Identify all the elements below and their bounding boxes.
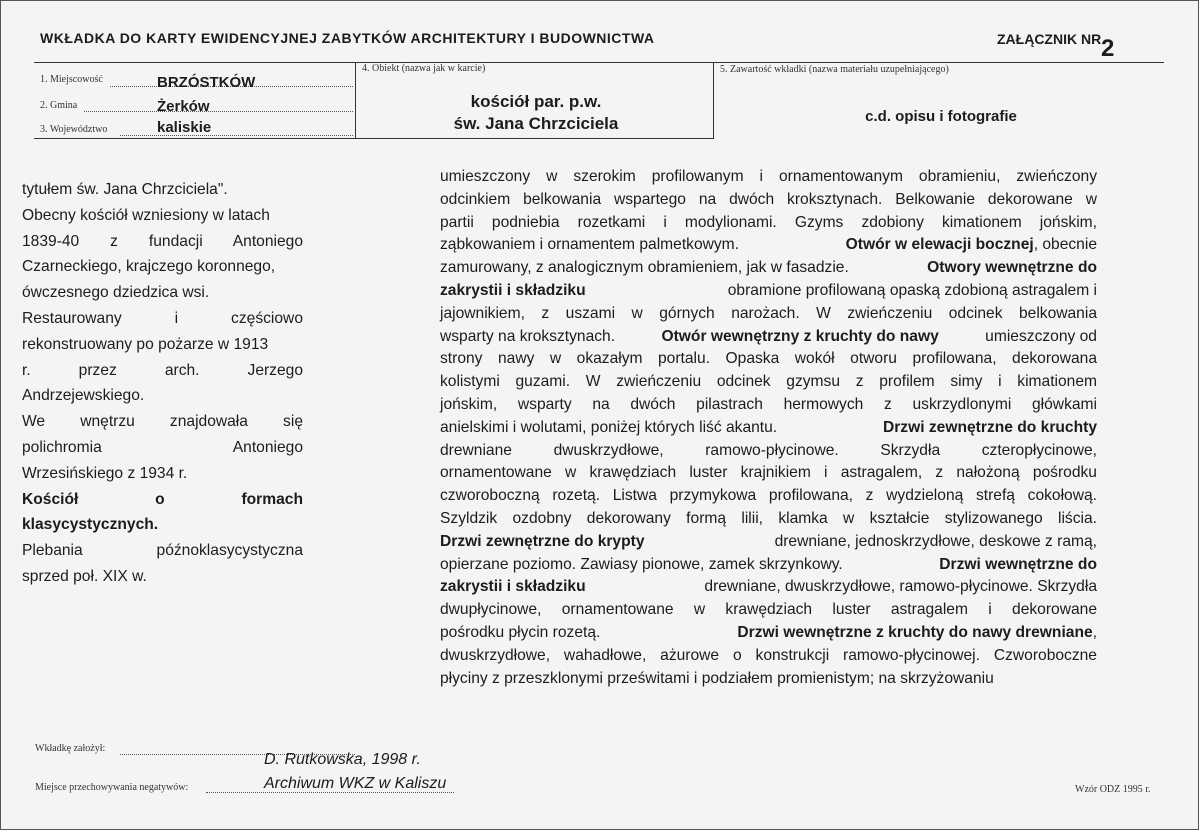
heading-run: Otwór w elewacji bocznej (845, 236, 1034, 254)
left-line: ówczesnego dziedzica wsi. (22, 284, 210, 302)
commune-label: 2. Gmina (40, 100, 78, 111)
header-divider-2 (713, 62, 714, 139)
right-line: kolistymi guzami. W zwieńczeniu odcinek gzymsu z profilem simy i kimationem (440, 373, 1097, 391)
left-line: tytułem św. Jana Chrzciciela". (22, 181, 228, 198)
inserted-by-label: Wkładkę założył: (35, 743, 106, 754)
right-line: ornamentowane w krawędziach luster krajnikiem i astragalem, z nałożoną pośrodku (440, 464, 1097, 482)
right-line: czworoboczną rozetą. Listwa przymykowa profilowana, z wydzieloną strefą cokołową. (440, 487, 1097, 505)
left-line: Plebania późnoklasycystyczna (22, 542, 303, 560)
heading-run: Otwory wewnętrzne do (927, 259, 1097, 277)
inserted-by-signature: D. Rutkowska, 1998 r. (264, 751, 421, 768)
right-line: jajownikiem, z uszami w górnych narożach. W zwieńczeniu odcinek belkowania (440, 304, 1097, 322)
text-run: drewniane, dwuskrzydłowe, ramowo-płycinowe. Skrzydła (704, 578, 1097, 596)
right-line: strony nawy w okazałym portalu. Opaska wokół otworu profilowana, dekorowana (440, 350, 1097, 368)
object-name-line-2: św. Jana Chrzciciela (453, 114, 619, 133)
right-line: Szyldzik ozdobny dekorowany formą lilii, klamka w kształcie stylizowanego liścia. (440, 509, 1097, 527)
text-run: , obecnie (1033, 236, 1097, 254)
text-run (846, 234, 1097, 257)
heading-run: zakrystii i składziku (440, 578, 586, 596)
locality-label: 1. Miejscowość (40, 74, 103, 85)
voivodeship-dots (120, 135, 353, 136)
right-column-text (440, 166, 1097, 690)
left-line: Andrzejewskiego. (22, 387, 145, 405)
text-run: obramione profilowaną opaską zdobioną astragalem i (727, 281, 1097, 299)
right-line (440, 576, 1097, 599)
negatives-value: Archiwum WKZ w Kaliszu (264, 775, 447, 792)
attachment-label: ZAŁĄCZNIK NR (997, 31, 1102, 47)
text-run: opierzane poziomo. Zawiasy pionowe, zamek skrzynkowy. (440, 555, 843, 573)
text-run: zamurowany, z analogicznym obramieniem, jak w fasadzie. (440, 259, 849, 277)
left-line: Czarneckiego, krajczego koronnego, (22, 258, 276, 276)
text-run: wsparty na kroksztynach. (440, 327, 616, 345)
right-line: dwupłycinowe, ornamentowane w krawędziach luster astragalem i dekorowane (440, 601, 1097, 619)
right-line (440, 417, 1097, 440)
text-run: drewniane, jednoskrzydłowe, deskowe z ramą, (774, 532, 1097, 550)
right-line (440, 257, 1097, 280)
left-line: polichromia Antoniego (22, 438, 303, 456)
right-line: partii podniebia rozetkami i modylionami. Gzyms zdobiony kimationem jońskim, (440, 213, 1097, 231)
heading-run: zakrystii i składziku (440, 281, 586, 299)
left-line: 1839-40 z fundacji Antoniego (22, 232, 303, 250)
right-line: jońskim, wsparty na dwóch pilastrach hermowych z uskrzydlonymi główkami (440, 395, 1097, 413)
left-line: sprzed poł. XIX w. (22, 567, 147, 585)
heading-run: Drzwi zewnętrzne do kruchty (882, 418, 1097, 436)
left-line: Obecny kościół wzniesiony w latach (22, 206, 270, 224)
left-line: Restaurowany i częściowo (22, 309, 303, 327)
commune-dots (84, 111, 353, 112)
contents-value: c.d. opisu i fotografie (865, 108, 1017, 125)
right-line (440, 326, 1097, 349)
heading-run: Drzwi zewnętrzne do krypty (440, 532, 645, 550)
header-divider-1 (355, 62, 356, 139)
attachment-number: 2 (1101, 35, 1115, 62)
locality-value: BRZÓSTKÓW (157, 74, 256, 91)
right-line (440, 531, 1097, 554)
heading-run: Drzwi wewnętrzne do (939, 555, 1097, 573)
commune-value: Żerków (157, 98, 210, 115)
left-line: We wnętrzu znajdowała się (22, 413, 303, 431)
left-line: rekonstruowany po pożarze w 1913 (22, 335, 269, 353)
text-run: pośrodku płycin rozetą. (440, 623, 601, 641)
text-run: ząbkowaniem i ornamentem palmetkowym. (440, 236, 739, 254)
right-line: odcinkiem belkowania wspartego na dwóch kroksztynach. Belkowanie dekorowane w (440, 190, 1097, 208)
text-run: , (1092, 623, 1097, 641)
right-line (440, 280, 1097, 303)
left-column-text (22, 177, 303, 590)
voivodeship-label: 3. Województwo (40, 124, 108, 135)
template-version: Wzór ODZ 1995 r. (1075, 784, 1151, 795)
left-line: klasycystycznych. (22, 516, 159, 534)
text-run (737, 622, 1097, 645)
left-line: Kościół o formach (22, 490, 303, 508)
header-top-rule (34, 62, 1164, 63)
object-name-line-1: kościół par. p.w. (470, 92, 602, 111)
left-line: Wrzesińskiego z 1934 r. (22, 464, 188, 482)
right-line (440, 234, 1097, 257)
heading-run: Drzwi wewnętrzne z kruchty do nawy drewniane (737, 623, 1093, 641)
right-line (440, 554, 1097, 577)
form-title: WKŁADKA DO KARTY EWIDENCYJNEJ ZABYTKÓW ARCHITEKTURY I BUDOWNICTWA (40, 30, 655, 46)
negatives-label: Miejsce przechowywania negatywów: (35, 782, 189, 793)
header-bottom-rule (34, 138, 714, 139)
left-line: r. przez arch. Jerzego (22, 361, 303, 379)
right-line: umieszczony w szerokim profilowanym i ornamentowanym obramieniu, zwieńczony (440, 168, 1097, 185)
heading-run: Otwór wewnętrzny z kruchty do nawy (661, 327, 939, 345)
text-run: umieszczony od (985, 327, 1097, 345)
right-line (440, 622, 1097, 645)
object-label: 4. Obiekt (nazwa jak w karcie) (362, 63, 486, 74)
voivodeship-value: kaliskie (157, 119, 212, 136)
right-line: dwuskrzydłowe, wahadłowe, ażurowe o konstrukcji ramowo-płycinowej. Czworoboczne (440, 646, 1097, 664)
right-line: płyciny z przeszklonymi prześwitami i podziałem promienistym; na skrzyżowaniu (440, 669, 994, 687)
right-line: drewniane dwuskrzydłowe, ramowo-płycinowe. Skrzydła czteropłycinowe, (440, 441, 1097, 459)
text-run: anielskimi i wolutami, poniżej których liść akantu. (440, 418, 778, 436)
contents-label: 5. Zawartość wkładki (nazwa materiału uzupełniającego) (720, 64, 949, 75)
